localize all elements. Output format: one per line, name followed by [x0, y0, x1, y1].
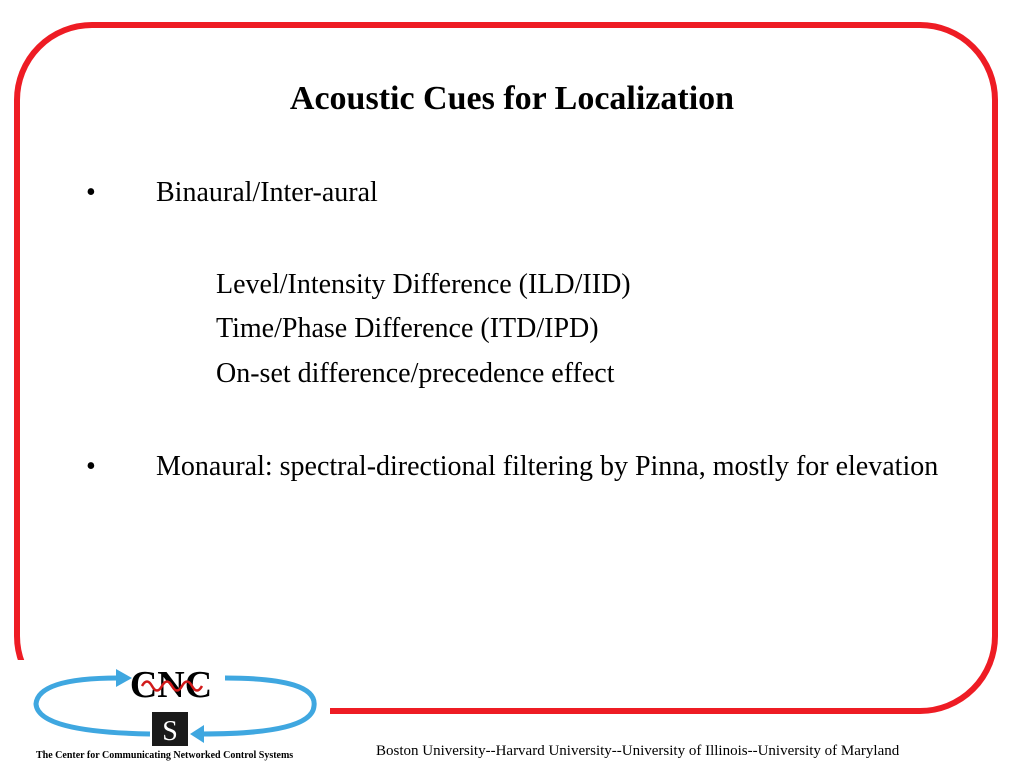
cnc-logo	[30, 660, 330, 750]
bullet-binaural: Binaural/Inter-aural	[156, 177, 378, 208]
logo-caption: The Center for Communicating Networked Control Systems	[36, 750, 294, 761]
arrow-left-icon	[190, 725, 204, 743]
subitem-onset: On-set difference/precedence effect	[216, 358, 615, 389]
logo-letters: CNC	[129, 664, 213, 706]
bullet-marker: •	[86, 451, 96, 482]
bullet-marker: •	[86, 177, 96, 208]
slide-title: Acoustic Cues for Localization	[289, 80, 735, 117]
logo-loop-icon	[202, 678, 314, 734]
subitem-itd: Time/Phase Difference (ITD/IPD)	[216, 313, 599, 344]
subitem-ild: Level/Intensity Difference (ILD/IID)	[216, 269, 631, 300]
logo-s-letter: S	[162, 716, 178, 747]
footer-universities: Boston University--Harvard University--University of Illinois--University of Maryland	[376, 743, 900, 759]
bullet-monaural: Monaural: spectral-directional filtering by Pinna, mostly for elevation	[156, 451, 939, 482]
